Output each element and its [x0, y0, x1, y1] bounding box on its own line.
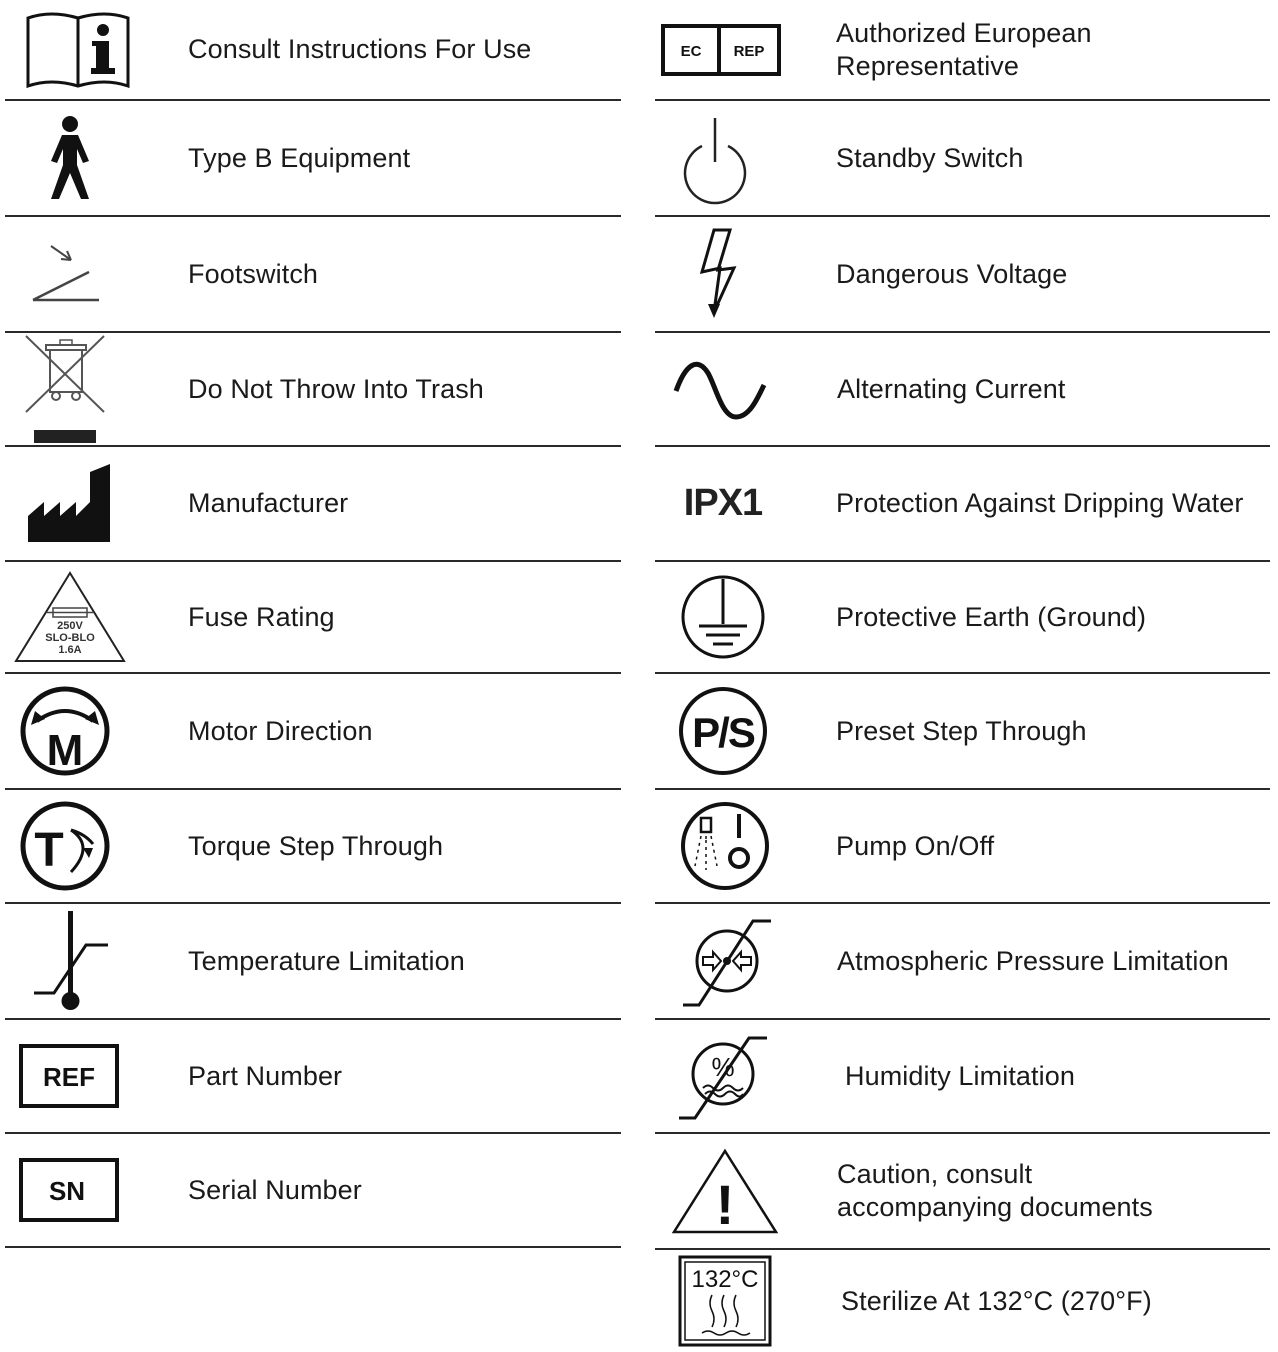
info-book-icon [20, 0, 135, 99]
fuse-voltage-text: 250V [57, 620, 83, 632]
symbol-row-sn [5, 1134, 621, 1248]
symbol-label: Atmospheric Pressure Limitation [837, 945, 1229, 976]
preset-text: P/S [691, 709, 754, 756]
ref-text: REF [43, 1062, 95, 1092]
symbol-label: Footswitch [188, 258, 319, 289]
symbol-row-earth [655, 562, 1270, 674]
symbol-label: Dangerous Voltage [836, 258, 1068, 289]
symbol-label: Pump On/Off [836, 830, 995, 861]
symbol-row-voltage [655, 217, 1270, 333]
humidity-icon [677, 1020, 772, 1132]
symbol-label: Protective Earth (Ground) [836, 601, 1147, 632]
symbol-label: Caution, consult accompanying documents [837, 1159, 1153, 1222]
ref-box-icon [18, 1020, 120, 1132]
ec-text: EC [680, 42, 702, 60]
lightning-icon [690, 217, 750, 331]
sterilize-temp-text: 132°C [691, 1266, 758, 1293]
symbol-label: Alternating Current [837, 373, 1066, 404]
symbol-label: Type B Equipment [188, 142, 411, 173]
symbol-label: Standby Switch [836, 142, 1024, 173]
factory-icon [20, 447, 120, 560]
ec-rep-icon [660, 0, 782, 99]
earth-ground-icon [675, 562, 770, 672]
symbol-label: Do Not Throw Into Trash [188, 373, 484, 404]
sn-text: SN [48, 1176, 86, 1206]
torque-step-icon [15, 790, 115, 902]
ipx1-text: IPX1 [683, 482, 763, 524]
pressure-icon [677, 904, 777, 1018]
motor-direction-icon [15, 674, 115, 788]
symbol-label: Serial Number [188, 1174, 362, 1205]
caution-mark: ! [715, 1173, 735, 1236]
preset-step-icon [675, 674, 770, 788]
caution-triangle-icon [670, 1134, 780, 1248]
symbol-label: Humidity Limitation [845, 1060, 1075, 1091]
symbol-label: Fuse Rating [188, 601, 335, 632]
standby-icon [675, 101, 755, 215]
humidity-percent: % [710, 1052, 735, 1082]
symbol-label: Part Number [188, 1060, 343, 1091]
ipx1-icon [673, 447, 773, 560]
symbol-row-sterilize [655, 1250, 1270, 1352]
symbol-label: Preset Step Through [836, 715, 1087, 746]
type-b-person-icon [5, 101, 135, 215]
symbol-label: Protection Against Dripping Water [836, 488, 1244, 518]
symbol-label: Motor Direction [188, 715, 373, 746]
symbol-row-ec-rep [655, 0, 1270, 101]
crossed-bin-icon [20, 333, 110, 445]
thermometer-icon [25, 904, 115, 1018]
footswitch-icon [25, 217, 105, 331]
symbol-label: Manufacturer [188, 488, 349, 518]
symbol-row-footswitch [5, 217, 621, 333]
symbol-row-temperature [5, 904, 621, 1020]
symbol-row-fuse [5, 562, 621, 674]
symbol-row-ipx1 [655, 447, 1270, 562]
symbol-row-consult-ifu [5, 0, 621, 101]
fuse-type-text: SLO-BLO [45, 632, 95, 644]
fuse-current-text: 1.6A [58, 644, 82, 656]
sn-box-icon [18, 1134, 120, 1246]
symbol-row-caution [655, 1134, 1270, 1250]
symbol-row-torque [5, 790, 621, 904]
fuse-triangle-icon [10, 562, 130, 672]
rep-text: REP [733, 42, 765, 60]
pump-icon [677, 790, 772, 902]
symbol-row-humidity [655, 1020, 1270, 1134]
symbol-label: Torque Step Through [188, 830, 444, 861]
symbol-row-pressure [655, 904, 1270, 1020]
symbol-row-type-b [5, 101, 621, 217]
symbol-label: Consult Instructions For Use [188, 34, 532, 64]
symbol-row-weee [5, 333, 621, 447]
symbol-label: Temperature Limitation [188, 945, 465, 976]
torque-letter: T [34, 824, 64, 877]
autoclave-icon [677, 1250, 772, 1352]
symbol-row-ac [655, 333, 1270, 447]
symbol-row-motor [5, 674, 621, 790]
symbol-row-standby [655, 101, 1270, 217]
symbol-label: Authorized European Representative [836, 17, 1092, 81]
symbol-row-preset [655, 674, 1270, 790]
symbol-row-pump [655, 790, 1270, 904]
symbol-label: Sterilize At 132°C (270°F) [841, 1285, 1152, 1316]
sine-wave-icon [670, 333, 770, 445]
motor-letter: M [46, 726, 84, 775]
symbol-row-ref [5, 1020, 621, 1134]
symbol-row-manufacturer [5, 447, 621, 562]
